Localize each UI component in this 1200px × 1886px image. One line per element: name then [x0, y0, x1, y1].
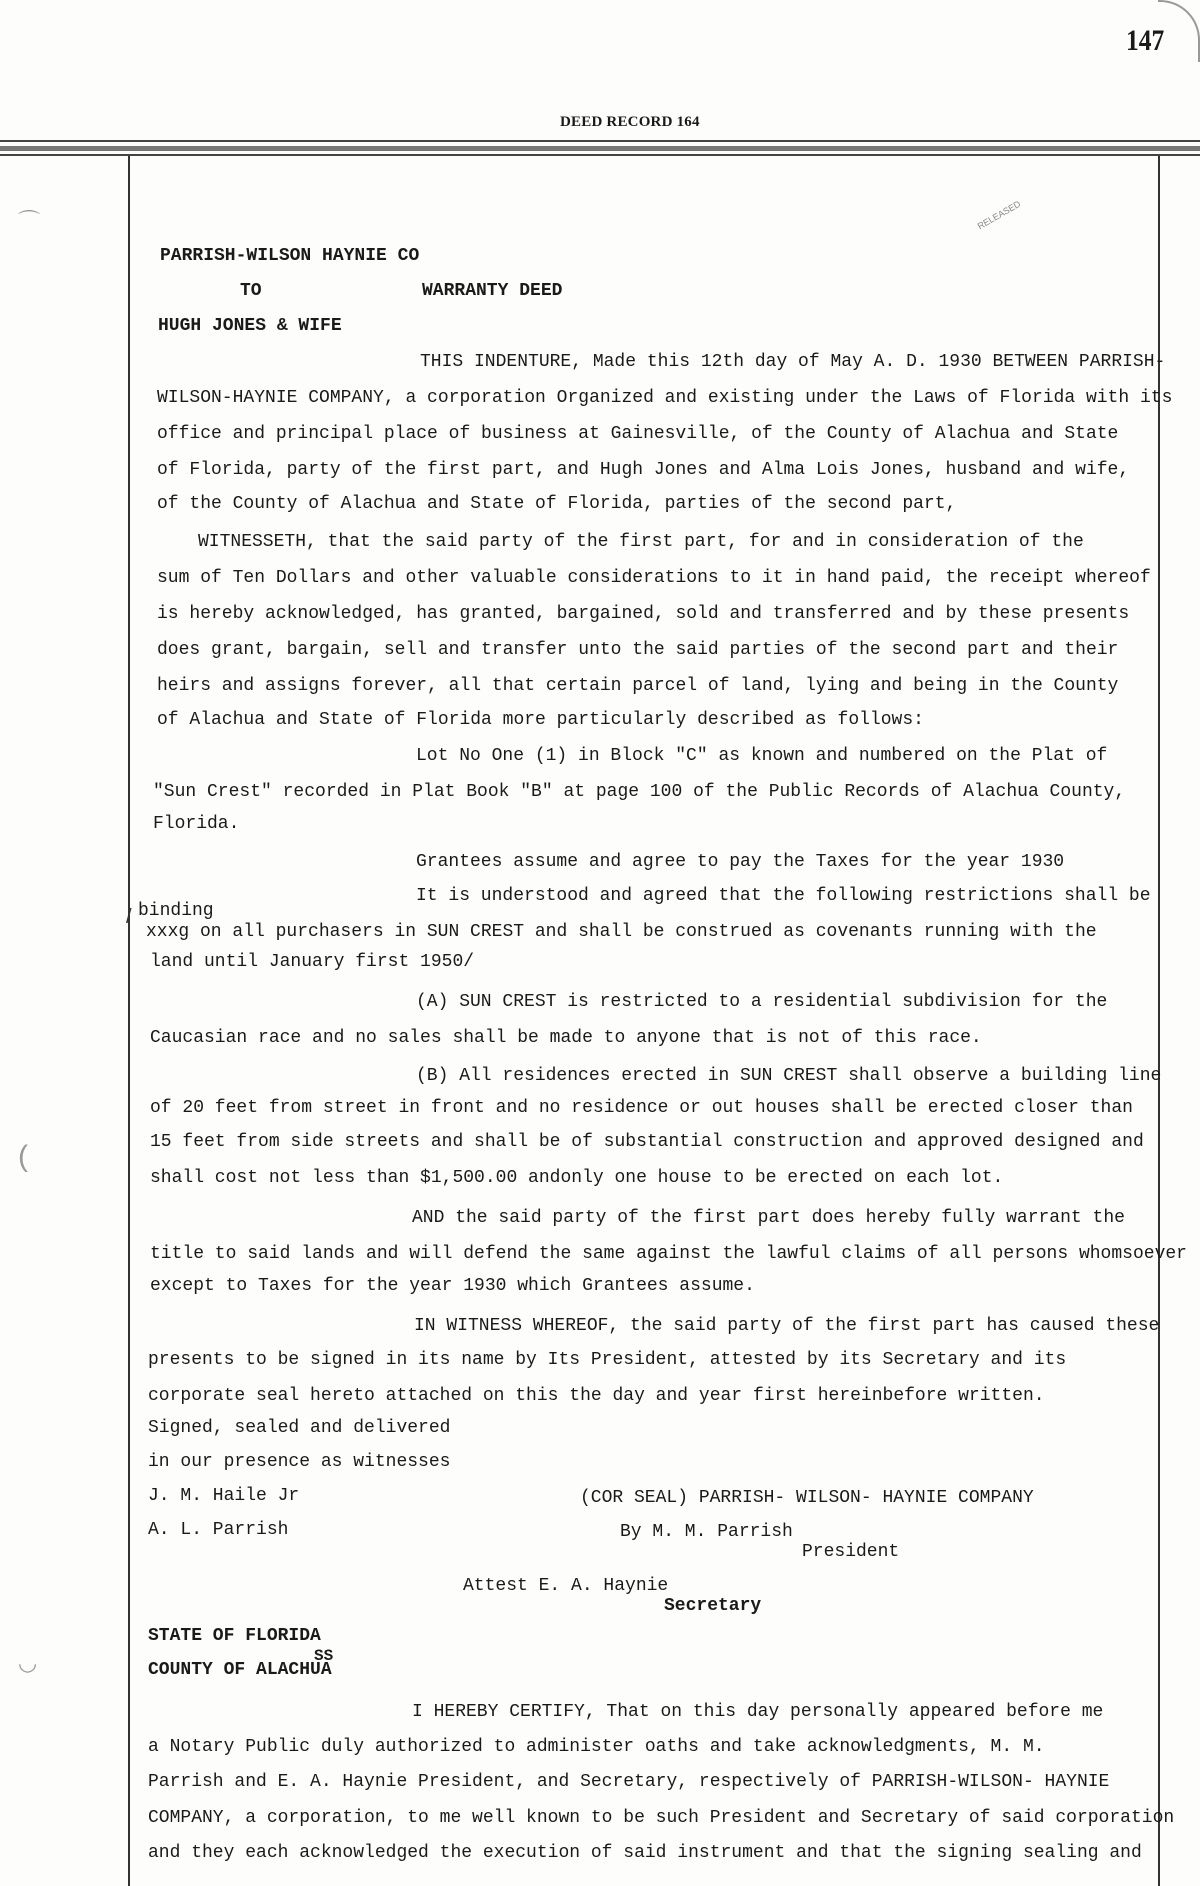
body-line: corporate seal hereto attached on this the day and year first hereinbefore written.: [148, 1386, 1045, 1406]
body-line: Signed, sealed and delivered: [148, 1418, 451, 1438]
acknowledgment-line: Parrish and E. A. Haynie President, and Secretary, respectively of PARRISH-WILSON- HAYNIE: [148, 1772, 1110, 1792]
binder-mark: (: [18, 1140, 28, 1173]
body-line: heirs and assigns forever, all that certain parcel of land, lying and being in the County: [157, 676, 1119, 696]
corporate-seal-company: (COR SEAL) PARRISH- WILSON- HAYNIE COMPANY: [580, 1488, 1034, 1508]
interlined-correction: binding: [138, 901, 214, 921]
margin-check-mark: /: [126, 906, 132, 928]
binder-mark: ◡: [18, 1650, 38, 1675]
page-number: 147: [1126, 24, 1165, 57]
body-line: THIS INDENTURE, Made this 12th day of May A. D. 1930 BETWEEN PARRISH-: [420, 352, 1166, 372]
header-rule: [0, 140, 1200, 142]
header-rule: [0, 154, 1200, 156]
signed-by: By M. M. Parrish: [620, 1522, 793, 1542]
body-line: WITNESSETH, that the said party of the first part, for and in consideration of the: [198, 532, 1084, 552]
witness-1: J. M. Haile Jr: [148, 1486, 300, 1506]
body-line: sum of Ten Dollars and other valuable considerations to it in hand paid, the receipt whereof: [157, 568, 1151, 588]
venue-state: STATE OF FLORIDA: [148, 1626, 321, 1646]
body-line: Grantees assume and agree to pay the Taxes for the year 1930: [416, 852, 1065, 872]
body-line: Florida.: [153, 814, 240, 834]
binder-mark: ⌒: [18, 209, 41, 234]
body-line: shall cost not less than $1,500.00 andonly one house to be erected on each lot.: [150, 1168, 1004, 1188]
body-line: (B) All residences erected in SUN CREST shall observe a building line: [416, 1066, 1162, 1086]
acknowledgment-line: I HEREBY CERTIFY, That on this day personally appeared before me: [412, 1702, 1104, 1722]
body-line: presents to be signed in its name by Its President, attested by its Secretary and its: [148, 1350, 1067, 1370]
body-line: title to said lands and will defend the same against the lawful claims of all persons whomsoever: [150, 1244, 1187, 1264]
grantee: HUGH JONES & WIFE: [158, 316, 342, 336]
attest: Attest E. A. Haynie: [463, 1576, 669, 1596]
body-line: Lot No One (1) in Block "C" as known and numbered on the Plat of: [416, 746, 1108, 766]
body-line: land until January first 1950/: [150, 952, 475, 972]
body-line: office and principal place of business at Gainesville, of the County of Alachua and State: [157, 424, 1119, 444]
body-line: (A) SUN CREST is restricted to a residential subdivision for the: [416, 992, 1108, 1012]
body-line: does grant, bargain, sell and transfer unto the said parties of the second part and their: [157, 640, 1119, 660]
to-label: TO: [240, 281, 262, 301]
page-corner: [1158, 0, 1200, 62]
right-margin-line: [1158, 156, 1160, 1886]
acknowledgment-line: COMPANY, a corporation, to me well known to be such President and Secretary of said corporation: [148, 1808, 1175, 1828]
body-line: WILSON-HAYNIE COMPANY, a corporation Organized and existing under the Laws of Florida with its: [157, 388, 1173, 408]
record-title: DEED RECORD 164: [560, 114, 700, 130]
body-line: AND the said party of the first part does hereby fully warrant the: [412, 1208, 1125, 1228]
body-line: IN WITNESS WHEREOF, the said party of the first part has caused these: [414, 1316, 1160, 1336]
body-line: Caucasian race and no sales shall be made to anyone that is not of this race.: [150, 1028, 982, 1048]
body-line: of 20 feet from street in front and no residence or out houses shall be erected closer than: [150, 1098, 1133, 1118]
left-margin-line: [128, 156, 130, 1886]
body-line: is hereby acknowledged, has granted, bargained, sold and transferred and by these presents: [157, 604, 1130, 624]
president-title: President: [802, 1542, 900, 1562]
body-line: xxxg on all purchasers in SUN CREST and shall be construed as covenants running with the: [146, 922, 1097, 942]
grantor: PARRISH-WILSON HAYNIE CO: [160, 246, 420, 266]
body-line: in our presence as witnesses: [148, 1452, 451, 1472]
body-line: "Sun Crest" recorded in Plat Book "B" at page 100 of the Public Records of Alachua County,: [153, 782, 1126, 802]
body-line: It is understood and agreed that the following restrictions shall be: [416, 886, 1151, 906]
witness-2: A. L. Parrish: [148, 1520, 289, 1540]
body-line: of the County of Alachua and State of Florida, parties of the second part,: [157, 494, 957, 514]
body-line: of Alachua and State of Florida more particularly described as follows:: [157, 710, 924, 730]
secretary-title: Secretary: [664, 1596, 762, 1616]
venue-county: COUNTY OF ALACHUA: [148, 1660, 332, 1680]
acknowledgment-line: and they each acknowledged the execution of said instrument and that the signing sealing and: [148, 1843, 1142, 1863]
body-line: of Florida, party of the first part, and Hugh Jones and Alma Lois Jones, husband and wife,: [157, 460, 1130, 480]
body-line: 15 feet from side streets and shall be of substantial construction and approved designed and: [150, 1132, 1144, 1152]
header-rule: [0, 146, 1200, 151]
venue-ss: SS: [314, 1647, 334, 1665]
body-line: except to Taxes for the year 1930 which Grantees assume.: [150, 1276, 755, 1296]
acknowledgment-line: a Notary Public duly authorized to administer oaths and take acknowledgments, M. M.: [148, 1737, 1045, 1757]
stamp: RELEASED: [975, 198, 1023, 232]
document-type: WARRANTY DEED: [422, 281, 563, 301]
